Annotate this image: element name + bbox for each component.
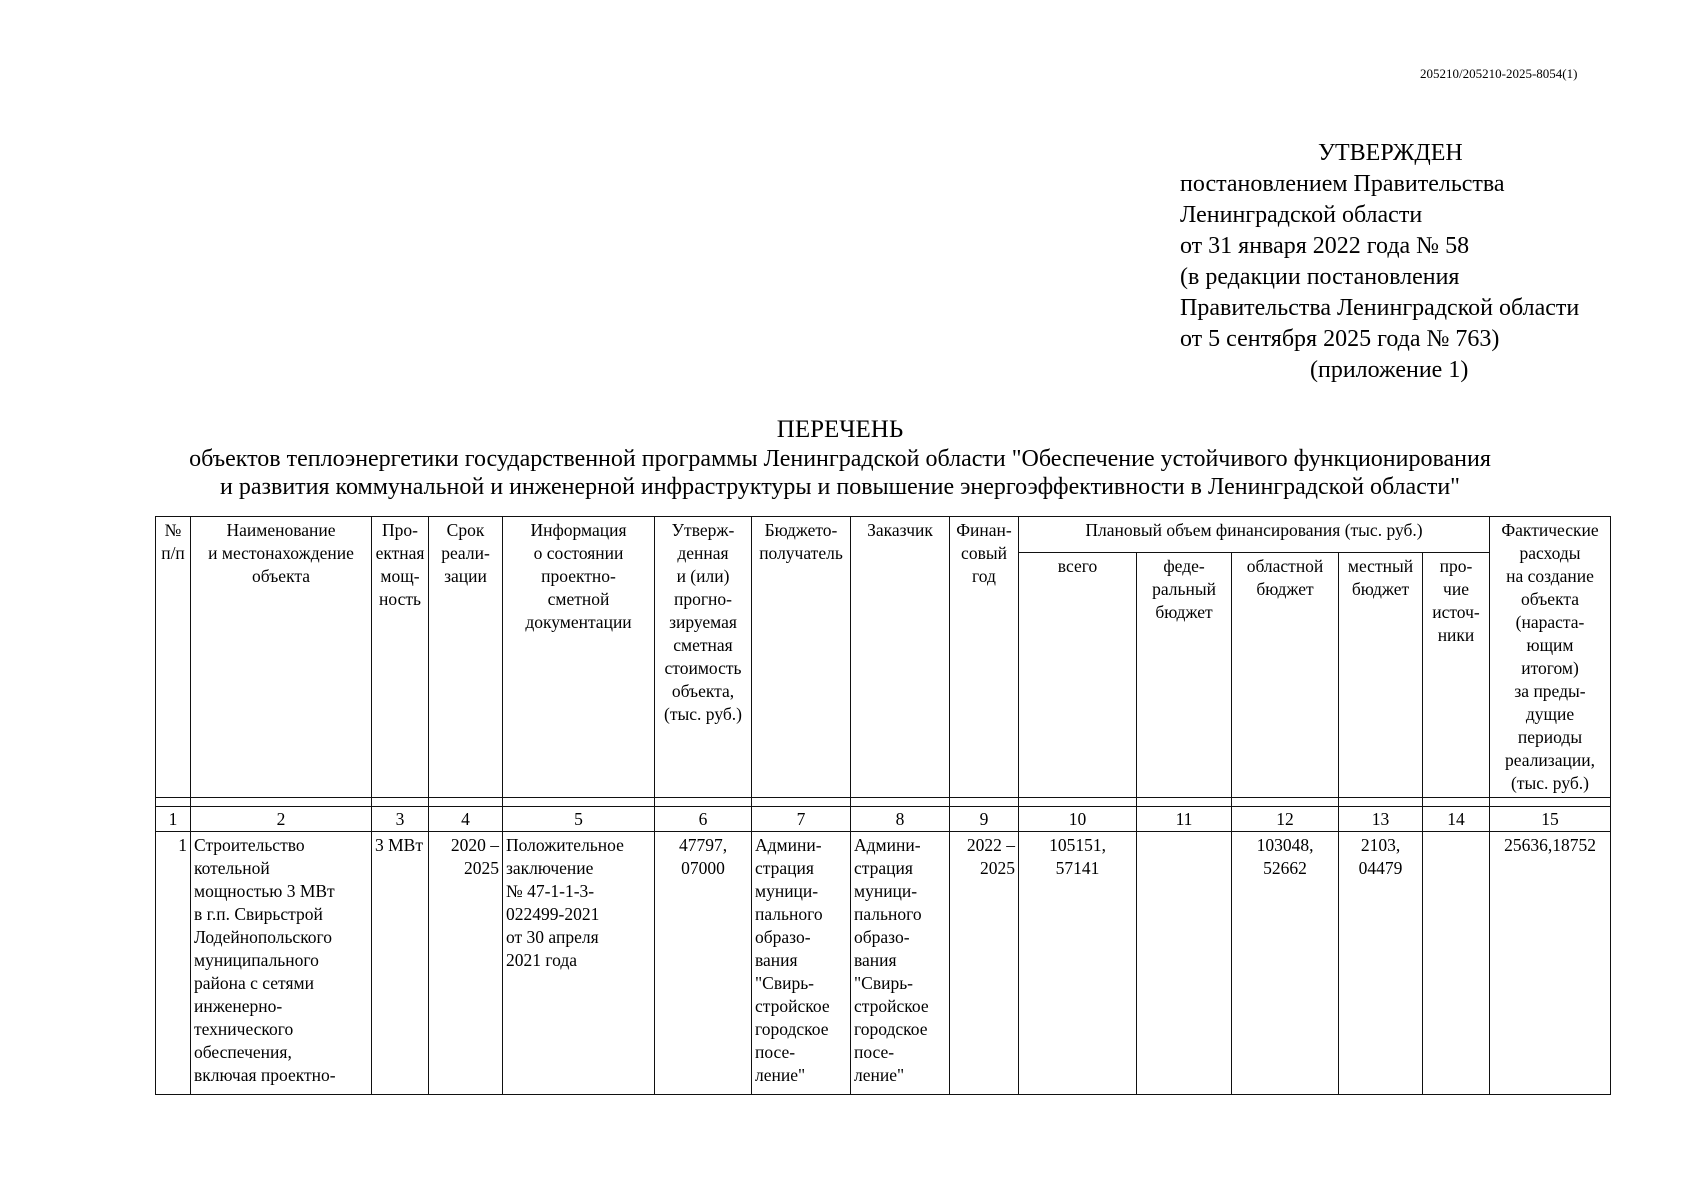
cell-cost: 47797, 07000 xyxy=(655,832,752,1095)
column-number: 4 xyxy=(429,807,503,832)
column-numbers-row xyxy=(156,807,1611,832)
column-number: 3 xyxy=(372,807,429,832)
cell-docs-info: Положительное заключение № 47-1-1-3- 022499-2021 от 30 апреля 2021 года xyxy=(503,832,655,1095)
cell-total: 105151, 57141 xyxy=(1019,832,1137,1095)
column-number: 10 xyxy=(1019,807,1137,832)
approval-line: от 31 января 2022 года № 58 xyxy=(1180,233,1470,259)
header-cell-cost: Утверж- денная и (или) прогно- зируемая сметная стоимость объекта, (тыс. руб.) xyxy=(655,517,752,798)
approval-title: УТВЕРЖДЕН xyxy=(1318,140,1463,166)
cell-period: 2020 – 2025 xyxy=(429,832,503,1095)
approval-line: от 5 сентября 2025 года № 763) xyxy=(1180,326,1500,352)
column-number: 8 xyxy=(851,807,950,832)
column-number: 5 xyxy=(503,807,655,832)
heading-subtitle-line-1: объектов теплоэнергетики государственной программы Ленинградской области "Обеспечение устойчивого функционирования xyxy=(189,446,1491,472)
column-number: 13 xyxy=(1339,807,1423,832)
column-number: 2 xyxy=(191,807,372,832)
approval-stamp xyxy=(1180,138,1579,386)
header-cell-fin-year: Финан- совый год xyxy=(950,517,1019,798)
cell-customer: Админи- страция муници- пального образо- вания "Свирь- стройское городское посе- ление" xyxy=(851,832,950,1095)
table-separator xyxy=(156,798,1611,807)
cell-regional: 103048, 52662 xyxy=(1232,832,1339,1095)
cell-actual-expenses: 25636,18752 xyxy=(1490,832,1611,1095)
header-cell-regional: областной бюджет xyxy=(1232,553,1339,798)
cell-recipient: Админи- страция муници- пального образо- вания "Свирь- стройское городское посе- ление" xyxy=(752,832,851,1095)
header-cell-actual-expenses: Фактические расходы на создание объекта (нараста- ющим итогом) за преды- дущие периоды реализации, (тыс. руб.) xyxy=(1490,517,1611,798)
header-cell-recipient: Бюджето- получатель xyxy=(752,517,851,798)
approval-line: (в редакции постановления xyxy=(1180,264,1460,290)
heading-subtitle-line-2: и развития коммунальной и инженерной инфраструктуры и повышение энергоэффективности в Ленинградской области" xyxy=(220,474,1460,500)
table-header-row xyxy=(156,517,1611,553)
header-cell-period: Срок реали- зации xyxy=(429,517,503,798)
approval-line: постановлением Правительства xyxy=(1180,171,1505,197)
header-cell-number: № п/п xyxy=(156,517,191,798)
approval-line: Ленинградской области xyxy=(1180,202,1423,228)
header-cell-customer: Заказчик xyxy=(851,517,950,798)
approval-appendix: (приложение 1) xyxy=(1310,357,1469,383)
objects-table xyxy=(155,516,1611,1095)
cell-local: 2103, 04479 xyxy=(1339,832,1423,1095)
header-cell-other: про- чие источ- ники xyxy=(1423,553,1490,798)
column-number: 15 xyxy=(1490,807,1611,832)
document-id: 205210/205210-2025-8054(1) xyxy=(1420,66,1578,81)
header-cell-federal: феде- ральный бюджет xyxy=(1137,553,1232,798)
cell-other xyxy=(1423,832,1490,1095)
cell-capacity: 3 МВт xyxy=(372,832,429,1095)
header-cell-planned-financing: Плановый объем финансирования (тыс. руб.) xyxy=(1019,517,1490,553)
column-number: 11 xyxy=(1137,807,1232,832)
document-heading xyxy=(130,416,1550,501)
heading-title: ПЕРЕЧЕНЬ xyxy=(776,416,904,443)
table-row xyxy=(156,832,1611,1095)
column-number: 14 xyxy=(1423,807,1490,832)
cell-federal xyxy=(1137,832,1232,1095)
column-number: 9 xyxy=(950,807,1019,832)
cell-fin-year: 2022 – 2025 xyxy=(950,832,1019,1095)
header-cell-total: всего xyxy=(1019,553,1137,798)
column-number: 7 xyxy=(752,807,851,832)
cell-number: 1 xyxy=(156,832,191,1095)
header-cell-local: местный бюджет xyxy=(1339,553,1423,798)
approval-line: Правительства Ленинградской области xyxy=(1180,295,1580,321)
header-cell-capacity: Про- ектная мощ- ность xyxy=(372,517,429,798)
cell-object-name: Строительство котельной мощностью 3 МВт в г.п. Свирьстрой Лодейнопольского муниципального района с сетями инженерно- технического обеспечения, включая проектно- xyxy=(191,832,372,1095)
column-number: 12 xyxy=(1232,807,1339,832)
header-cell-docs-info: Информация о состоянии проектно- сметной документации xyxy=(503,517,655,798)
column-number: 6 xyxy=(655,807,752,832)
header-cell-name: Наименование и местонахождение объекта xyxy=(191,517,372,798)
column-number: 1 xyxy=(156,807,191,832)
